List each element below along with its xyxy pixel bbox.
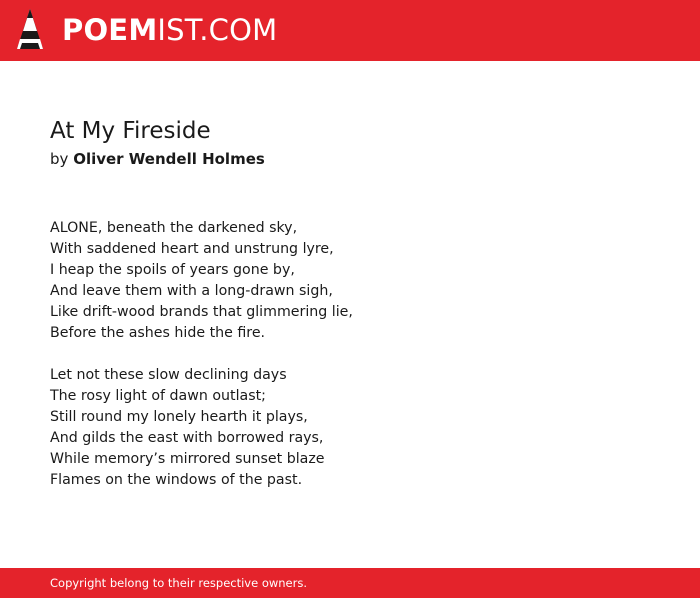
- logo-text-light: IST.COM: [157, 13, 278, 47]
- stanza: [50, 365, 650, 491]
- poem-line: I heap the spoils of years gone by,: [50, 262, 295, 278]
- pencil-icon: [17, 9, 43, 53]
- poem-line: And gilds the east with borrowed rays,: [50, 430, 324, 446]
- poem-line: With saddened heart and unstrung lyre,: [50, 241, 334, 257]
- poem-title: At My Fireside: [50, 118, 211, 144]
- poem-body: [50, 218, 650, 512]
- copyright-text: Copyright belong to their respective owners.: [50, 576, 308, 590]
- poem-line: The rosy light of dawn outlast;: [50, 388, 266, 404]
- logo-text-bold: POEM: [62, 13, 158, 47]
- site-header: [0, 0, 700, 61]
- site-footer: [0, 568, 700, 598]
- by-label: by: [50, 150, 69, 168]
- site-logo[interactable]: [62, 13, 277, 47]
- poem-line: ALONE, beneath the darkened sky,: [50, 220, 298, 236]
- poem-line: While memory’s mirrored sunset blaze: [50, 451, 325, 467]
- poem-line: Before the ashes hide the fire.: [50, 325, 266, 341]
- poem-line: Let not these slow declining days: [50, 367, 287, 383]
- poem-line: Like drift-wood brands that glimmering lie,: [50, 304, 353, 320]
- poem-line: Still round my lonely hearth it plays,: [50, 409, 308, 425]
- poem-heading: [50, 116, 650, 170]
- poem-line: Flames on the windows of the past.: [50, 472, 303, 488]
- author-name[interactable]: Oliver Wendell Holmes: [73, 150, 265, 168]
- stanza: [50, 218, 650, 344]
- poem-line: And leave them with a long-drawn sigh,: [50, 283, 333, 299]
- byline: [50, 148, 650, 170]
